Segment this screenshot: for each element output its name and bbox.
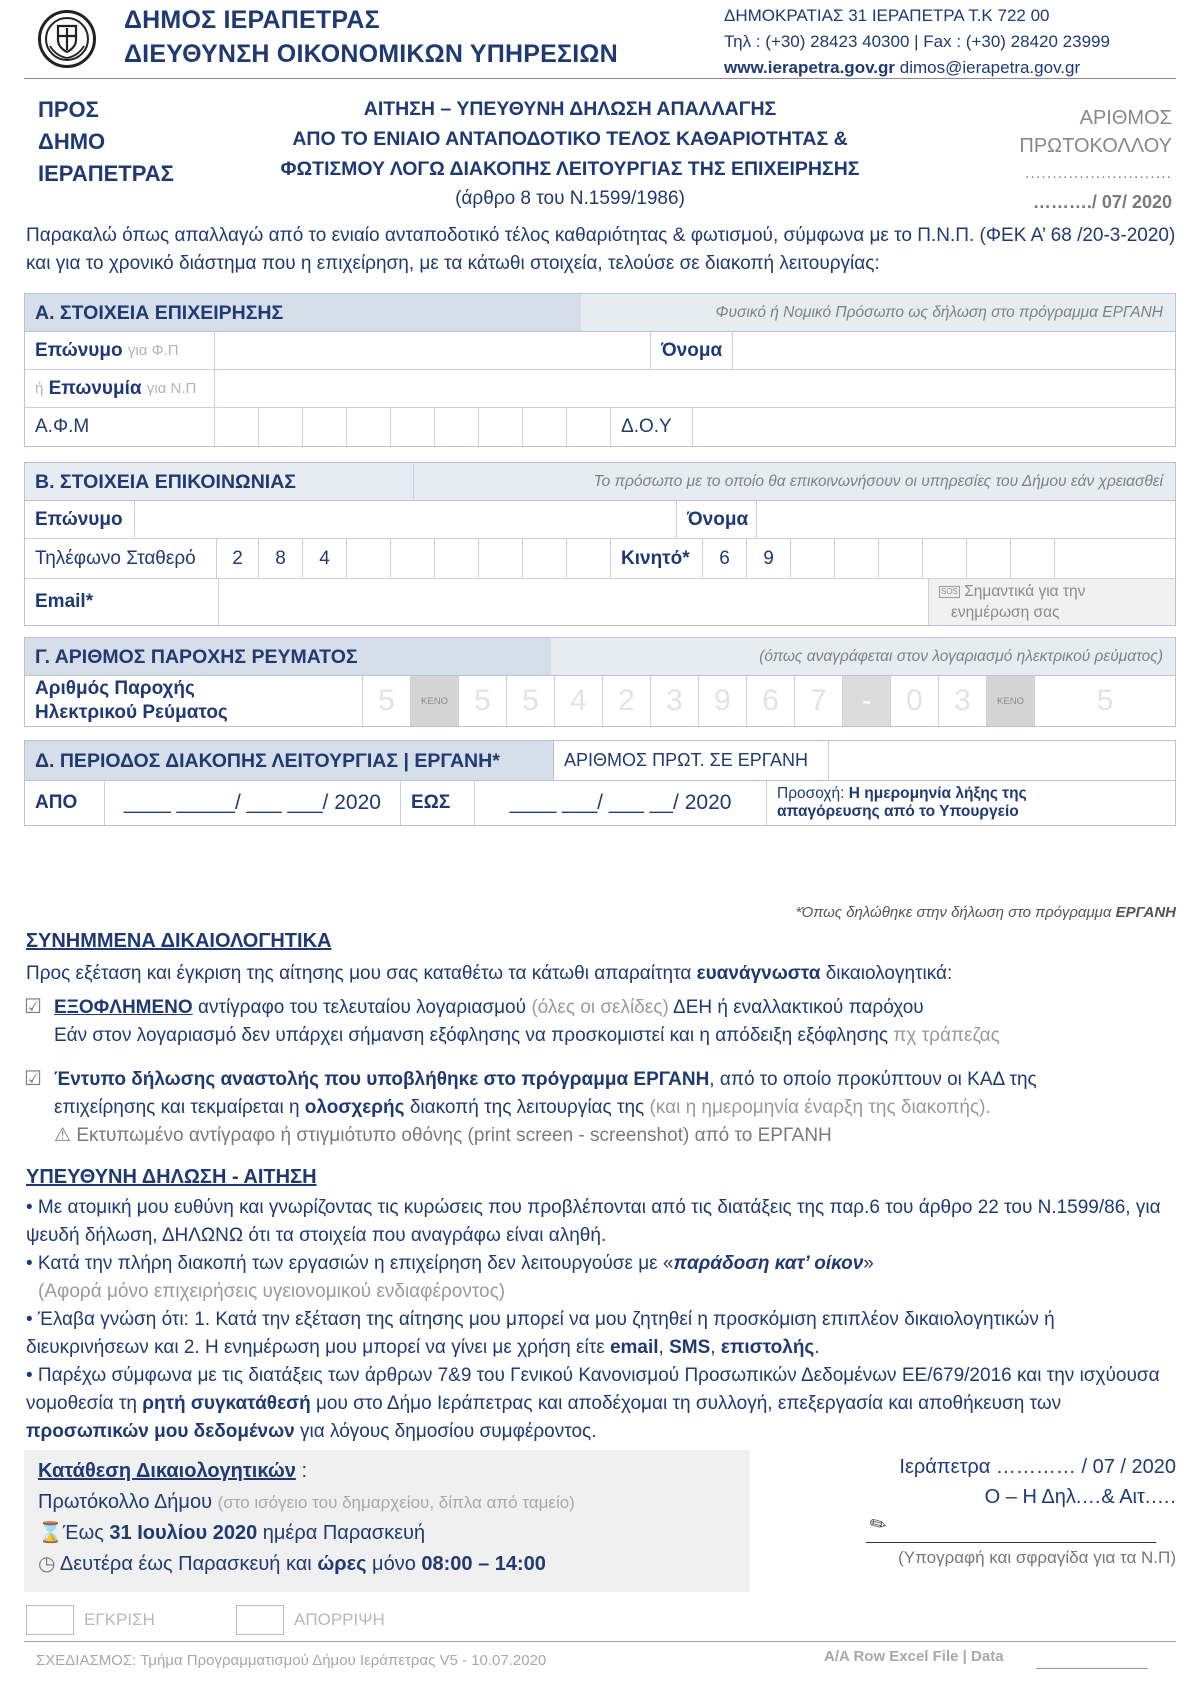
- important-line: [939, 581, 1085, 602]
- deposit-text: Δευτέρα έως Παρασκευή και: [59, 1553, 312, 1575]
- contact-surname-field[interactable]: [135, 501, 677, 538]
- para-grey: (και η ημερομηνία έναρξη της διακοπής).: [649, 1097, 991, 1118]
- form-row: [25, 332, 1175, 370]
- label-line: Αριθμός Παροχής: [35, 678, 195, 699]
- deposit-heading: [38, 1456, 736, 1487]
- ergani-protocol-label: ΑΡΙΘΜΟΣ ΠΡΩΤ. ΣΕ ΕΡΓΑΝΗ: [553, 741, 829, 780]
- attachment-item-1: [54, 994, 1174, 1050]
- protocol-dots: ...........................: [1024, 165, 1172, 182]
- afm-label: Α.Φ.Μ: [25, 408, 215, 446]
- deposit-colon: :: [301, 1460, 307, 1482]
- afm-digit-box[interactable]: [215, 408, 259, 446]
- para-bold: προσωπικών μου δεδομένων: [26, 1421, 295, 1442]
- signature-declarant: Ο – Η Δηλ.…& Αιτ.….: [984, 1486, 1176, 1508]
- important-note: [929, 579, 1175, 625]
- sos-icon: SOS: [941, 586, 958, 596]
- recipient-line: ΠΡΟΣ: [38, 97, 99, 122]
- from-date-field[interactable]: ____ _____/ ___ ___/ 2020: [105, 781, 401, 825]
- surname-label: [25, 332, 215, 369]
- landline-digit[interactable]: [523, 539, 567, 578]
- form-row: [25, 539, 1175, 579]
- para-text: δικαιολογητικά:: [825, 963, 953, 984]
- para-bold: Έντυπο δήλωσης αναστολής που υποβλήθηκε στο πρόγραμμα ΕΡΓΑΝΗ: [54, 1069, 710, 1090]
- title-law-reference: (άρθρο 8 του Ν.1599/1986): [455, 188, 685, 209]
- doy-label: Δ.Ο.Υ: [611, 408, 693, 446]
- declaration-paragraph: [26, 1362, 1178, 1446]
- deposit-line: [38, 1549, 736, 1580]
- deposit-text: Έως: [62, 1522, 104, 1544]
- footer-data-line[interactable]: [1036, 1668, 1148, 1669]
- title-line: ΦΩΤΙΣΜΟΥ ΛΟΓΩ ΔΙΑΚΟΠΗΣ ΛΕΙΤΟΥΡΓΙΑΣ ΤΗΣ ΕΠΙΧΕΙΡΗΣΗΣ: [280, 158, 860, 180]
- item-line: [54, 1122, 1174, 1150]
- section-header: [25, 638, 1175, 676]
- para-text: • Έλαβα γνώση ότι: 1. Κατά την εξέταση της αίτησης μου μπορεί να μου ζητηθεί η προσκόμιση επιπλέον δικαιολογητικών ή διευκρινήσεων και 2. Η ενημέρωση μου μπορεί να γίνει με χρήση είτε: [26, 1309, 1055, 1358]
- declaration-paragraph: [26, 1250, 1178, 1278]
- approval-option: [26, 1605, 155, 1635]
- mobile-digit[interactable]: [967, 539, 1011, 578]
- supply-digit-box[interactable]: 9: [699, 676, 747, 726]
- approve-checkbox[interactable]: [26, 1605, 74, 1635]
- reject-checkbox[interactable]: [236, 1605, 284, 1635]
- checkbox-checked-icon[interactable]: ☑: [24, 996, 42, 1018]
- landline-digit[interactable]: [391, 539, 435, 578]
- para-bold: email: [609, 1337, 659, 1358]
- mobile-digit[interactable]: 6: [703, 539, 747, 578]
- header-divider: [24, 78, 1176, 79]
- hourglass-icon: ⌛: [38, 1522, 63, 1544]
- contact-name-label: Όνομα: [677, 501, 757, 538]
- item-line: [54, 994, 1174, 1022]
- important-text: ενημέρωση σας: [951, 604, 1060, 621]
- landline-digit[interactable]: [567, 539, 611, 578]
- para-grey: Εκτυπωμένο αντίγραφο ή στιγμιότυπο οθόνης (print screen - screenshot) από το ΕΡΓΑΝΗ: [76, 1125, 832, 1146]
- para-bold: παράδοση κατ’ οίκον: [673, 1253, 864, 1274]
- supply-digit-box[interactable]: 2: [603, 676, 651, 726]
- municipality-seal-logo: [38, 10, 96, 68]
- para-grey: πχ τράπεζας: [893, 1025, 1000, 1046]
- name-label: Όνομα: [651, 332, 733, 369]
- company-field[interactable]: [215, 370, 1175, 407]
- name-field[interactable]: [733, 332, 1175, 369]
- section-title: Γ. ΑΡΙΘΜΟΣ ΠΑΡΟΧΗΣ ΡΕΥΜΑΤΟΣ: [25, 638, 551, 675]
- section-title: Δ. ΠΕΡΙΟΔΟΣ ΔΙΑΚΟΠΗΣ ΛΕΙΤΟΥΡΓΙΑΣ | ΕΡΓΑΝΗ*: [25, 741, 553, 780]
- clock-icon: ◷: [38, 1553, 56, 1575]
- approve-label: ΕΓΚΡΙΣΗ: [84, 1610, 155, 1629]
- protocol-date: ………./ 07/ 2020: [1032, 192, 1172, 212]
- form-row: [25, 781, 1175, 825]
- landline-digit[interactable]: [435, 539, 479, 578]
- supply-digit-box[interactable]: 5: [507, 676, 555, 726]
- surname-field[interactable]: [215, 332, 651, 369]
- afm-digit-box[interactable]: [347, 408, 391, 446]
- supply-digit-box[interactable]: 7: [795, 676, 843, 726]
- para-text: Εάν στον λογαριασμό δεν υπάρχει σήμανση εξόφλησης να προσκομιστεί και η απόδειξη εξόφλησης: [54, 1025, 888, 1046]
- doy-field[interactable]: [693, 408, 1175, 446]
- signature-note: (Υπογραφή και σφραγίδα για τα Ν.Π): [898, 1548, 1176, 1567]
- landline-digit[interactable]: 2: [217, 539, 259, 578]
- item-line: [54, 1022, 1174, 1050]
- intro-paragraph: Παρακαλώ όπως απαλλαγώ από το ενιαίο ανταποδοτικό τέλος καθαριότητας & φωτισμού, σύμφωνα με το Π.Ν.Π. (ΦΕΚ Α’ 68 /20-3-2020) και για το χρονικό διάστημα που η επιχείρηση, με τα κάτωθι στοιχεία, τελούσε σε διακοπή λειτουργίας:: [26, 225, 1176, 274]
- supply-digit-box[interactable]: 5: [459, 676, 507, 726]
- mobile-label: Κινητό*: [611, 539, 703, 578]
- ergani-protocol-field[interactable]: [829, 741, 1175, 780]
- footer-divider: [24, 1641, 1176, 1642]
- mobile-digit[interactable]: [1055, 539, 1175, 578]
- landline-digit[interactable]: [347, 539, 391, 578]
- footer-design-credit: ΣΧΕΔΙΑΣΜΟΣ: Τμήμα Προγραμματισμού Δήμου Ιεράπετρας V5 - 10.07.2020: [36, 1652, 547, 1669]
- rejection-option: [236, 1605, 385, 1635]
- phone-fax: Τηλ : (+30) 28423 40300 | Fax : (+30) 28420 23999: [724, 32, 1110, 51]
- form-row: [25, 676, 1175, 726]
- section-business-details: [24, 293, 1176, 447]
- section-header: [25, 463, 1175, 501]
- afm-digit-box[interactable]: [303, 408, 347, 446]
- para-bold: επιστολής: [720, 1337, 815, 1358]
- title-line: ΑΙΤΗΣΗ – ΥΠΕΥΘΥΝΗ ΔΗΛΩΣΗ ΑΠΑΛΛΑΓΗΣ: [363, 98, 777, 120]
- warning-icon: ⚠: [54, 1125, 72, 1146]
- mobile-digit[interactable]: [835, 539, 879, 578]
- form-row: [25, 370, 1175, 408]
- section-closure-period: [24, 740, 1176, 826]
- item-line: [54, 1066, 1174, 1094]
- mobile-digit[interactable]: [1011, 539, 1055, 578]
- deposit-line: [38, 1487, 736, 1518]
- landline-digit[interactable]: 8: [259, 539, 303, 578]
- para-text: αντίγραφο του τελευταίου λογαριασμού: [197, 997, 527, 1018]
- checkbox-checked-icon[interactable]: ☑: [24, 1068, 42, 1090]
- landline-label: Τηλέφωνο Σταθερό: [25, 539, 217, 578]
- supply-digit-box[interactable]: 5: [1096, 684, 1114, 717]
- mobile-digit[interactable]: [879, 539, 923, 578]
- signature-place-date: Ιεράπετρα ………… / 07 / 2020: [899, 1456, 1176, 1478]
- attachments-intro: [26, 960, 1178, 988]
- form-row: [25, 408, 1175, 446]
- pencil-icon: ✎: [865, 1511, 892, 1539]
- section-note: Φυσικό ή Νομικό Πρόσωπο ως δήλωση στο πρόγραμμα ΕΡΓΑΝΗ: [581, 294, 1175, 331]
- footer-text: A/A Row Excel File: [824, 1648, 959, 1665]
- para-text: μου στο Δήμο Ιεράπετρας και αποδέχομαι τη συλλογή, επεξεργασία και αποθήκευση των: [315, 1393, 1062, 1414]
- afm-digit-box[interactable]: [435, 408, 479, 446]
- para-bold: SMS: [669, 1337, 711, 1358]
- attention-text: Προσοχή:: [777, 785, 845, 802]
- department-name: ΔΙΕΥΘΥΝΣΗ ΟΙΚΟΝΟΜΙΚΩΝ ΥΠΗΡΕΣΙΩΝ: [124, 40, 618, 68]
- website-link[interactable]: www.ierapetra.gov.gr: [724, 58, 895, 77]
- para-text: επιχείρησης και τεκμαίρεται η: [54, 1097, 300, 1118]
- important-text: Σημαντικά για την: [964, 583, 1086, 600]
- afm-digit-box[interactable]: [259, 408, 303, 446]
- para-bold: ΕΞΟΦΛΗΜΕΝΟ: [54, 997, 193, 1018]
- section-power-supply-number: [24, 637, 1176, 727]
- signature-line[interactable]: [866, 1542, 1156, 1543]
- hint-text: ή: [35, 380, 44, 397]
- protocol-label: ΠΡΩΤΟΚΟΛΛΟΥ: [1019, 135, 1172, 157]
- supply-blank-box: ΚΕΝΟ: [411, 676, 459, 726]
- attention-text: απαγόρευσης από το Υπουργείο: [777, 803, 1019, 820]
- afm-digit-box[interactable]: [567, 408, 611, 446]
- supply-digit-box[interactable]: 4: [555, 676, 603, 726]
- para-text: ΔΕΗ ή εναλλακτικού παρόχου: [673, 997, 924, 1018]
- deposit-text: μόνο: [372, 1553, 416, 1575]
- para-text: διακοπή της λειτουργίας της: [409, 1097, 645, 1118]
- footnote-text: *Όπως δηλώθηκε στην δήλωση στο πρόγραμμα: [795, 904, 1112, 921]
- supply-digit-box[interactable]: 3: [651, 676, 699, 726]
- mobile-digit[interactable]: [791, 539, 835, 578]
- deposit-text: ημέρα Παρασκευή: [262, 1522, 426, 1544]
- declaration-heading: ΥΠΕΥΘΥΝΗ ΔΗΛΩΣΗ - ΑΙΤΗΣΗ: [26, 1166, 317, 1188]
- email-link[interactable]: dimos@ierapetra.gov.gr: [899, 58, 1081, 77]
- supply-digit-box[interactable]: 3: [939, 676, 987, 726]
- section-title: Β. ΣΤΟΙΧΕΙΑ ΕΠΙΚΟΙΝΩΝΙΑΣ: [25, 463, 413, 500]
- attachments-heading: ΣΥΝΗΜΜΕΝΑ ΔΙΚΑΙΟΛΟΓΗΤΙΚΑ: [26, 930, 332, 952]
- recipient-line: ΔΗΜΟ: [38, 129, 106, 154]
- supply-blank-box: ΚΕΝΟ: [987, 676, 1035, 726]
- form-title: [240, 94, 900, 214]
- email-field[interactable]: [219, 579, 929, 625]
- item-line: [54, 1094, 1174, 1122]
- para-text: για λόγους δημοσίου συμφέροντος.: [300, 1421, 597, 1442]
- para-grey: (όλες οι σελίδες): [531, 997, 669, 1018]
- attention-text: Η ημερομηνία λήξης της: [848, 785, 1027, 802]
- contact-name-field[interactable]: [757, 501, 1175, 538]
- mobile-digit[interactable]: [923, 539, 967, 578]
- attention-line: [777, 785, 1027, 803]
- para-text: • Κατά την πλήρη διακοπή των εργασιών η επιχείρηση δεν λειτουργούσε με «: [26, 1253, 674, 1274]
- declaration-body: [26, 1194, 1178, 1446]
- para-bold: ρητή συγκατάθεσή: [142, 1393, 311, 1414]
- recipient: [38, 94, 174, 190]
- section-note: Το πρόσωπο με το οποίο θα επικοινωνήσουν οι υπηρεσίες του Δήμου εάν χρειασθεί: [413, 463, 1175, 500]
- label-text: Επωνυμία: [48, 377, 142, 399]
- hint-text: για Φ.Π: [127, 342, 179, 359]
- supply-digit-box[interactable]: 0: [891, 676, 939, 726]
- title-line: ΑΠΟ ΤΟ ΕΝΙΑΙΟ ΑΝΤΑΠΟΔΟΤΙΚΟ ΤΕΛΟΣ ΚΑΘΑΡΙΟΤΗΤΑΣ &: [292, 128, 848, 150]
- deposit-heading-text: Κατάθεση Δικαιολογητικών: [38, 1460, 296, 1482]
- landline-digit[interactable]: [479, 539, 523, 578]
- municipality-name: ΔΗΜΟΣ ΙΕΡΑΠΕΤΡΑΣ: [124, 6, 380, 34]
- email-label: Email*: [25, 579, 219, 625]
- attachment-item-2: [54, 1066, 1174, 1150]
- protocol-label: ΑΡΙΘΜΟΣ: [1079, 107, 1172, 129]
- attention-note: [767, 781, 1175, 825]
- afm-digit-box[interactable]: [479, 408, 523, 446]
- footnote-text: ΕΡΓΑΝΗ: [1115, 904, 1176, 921]
- deposit-bold: 31 Ιουλίου 2020: [109, 1522, 258, 1544]
- section-header: [25, 294, 1175, 332]
- afm-digit-box[interactable]: [523, 408, 567, 446]
- declaration-paragraph: (Αφορά μόνο επιχειρήσεις υγειονομικού ενδιαφέροντος): [38, 1281, 506, 1302]
- declaration-paragraph: • Έλαβα γνώση ότι: 1. Κατά την εξέταση της αίτησης μου μπορεί να μου ζητηθεί η προσκόμιση επιπλέον δικαιολογητικών ή διευκρινήσεων και 2. Η ενημέρωση μου μπορεί να γίνει με χρήση είτε email, SMS, επιστολής.: [26, 1309, 1055, 1358]
- afm-digit-box[interactable]: [391, 408, 435, 446]
- contact-surname-label: Επώνυμο: [25, 501, 135, 538]
- address: ΔΗΜΟΚΡΑΤΙΑΣ 31 ΙΕΡΑΠΕΤΡΑ Τ.Κ 722 00: [724, 6, 1050, 25]
- para-bold: ολοσχερής: [304, 1097, 405, 1118]
- to-date-field[interactable]: ____ ___/ ___ __/ 2020: [475, 781, 767, 825]
- supply-digit-box[interactable]: 5: [363, 676, 411, 726]
- declaration-paragraph: • Με ατομική μου ευθύνη και γνωρίζοντας τις κυρώσεις που προβλέπονται από τις διατάξεις της παρ.6 του άρθρο 22 του Ν.1599/86, για ψευδή δήλωση, ΔΗΛΩΝΩ ότι τα στοιχεία που αναγράφω είναι αληθή.: [26, 1197, 1161, 1246]
- para-text: • Παρέχω σύμφωνα με τις διατάξεις των άρθρων 7&9 του Γενικού Κανονισμού Προσωπικών Δεδομένων ΕΕ/679/2016 και την ισχύουσα νομοθεσία τη: [26, 1365, 1160, 1414]
- mobile-digit[interactable]: 9: [747, 539, 791, 578]
- footer-excel-ref: A/A Row Excel File | Data: [824, 1648, 1004, 1665]
- form-row: [25, 579, 1175, 625]
- section-header: [25, 741, 1175, 781]
- protocol-number-box: [1019, 104, 1172, 216]
- supply-digit-box[interactable]: 6: [747, 676, 795, 726]
- to-label: ΕΩΣ: [401, 781, 475, 825]
- hint-text: για Ν.Π: [146, 380, 197, 397]
- deposit-info-box: [24, 1450, 750, 1592]
- supply-dash-box: -: [843, 676, 891, 726]
- footer-text: Data: [971, 1648, 1004, 1665]
- reject-label: ΑΠΟΡΡΙΨΗ: [294, 1610, 385, 1629]
- para-text: »: [863, 1253, 874, 1274]
- section-note: (όπως αναγράφεται στον λογαριασμό ηλεκτρικού ρεύματος): [551, 638, 1175, 675]
- ergani-footnote: [795, 904, 1176, 921]
- deposit-bold: 08:00 – 14:00: [421, 1553, 546, 1575]
- contact-info: [724, 3, 1110, 81]
- company-label: [25, 370, 215, 407]
- section-contact-details: [24, 462, 1176, 626]
- deposit-bold: ώρες: [317, 1553, 367, 1575]
- label-line: Ηλεκτρικού Ρεύματος: [35, 702, 228, 723]
- deposit-grey: (στο ισόγειο του δημαρχείου, δίπλα από ταμείο): [217, 1493, 575, 1512]
- supply-number-label: [25, 676, 363, 726]
- page-header: [24, 0, 1176, 78]
- para-text: Προς εξέταση και έγκριση της αίτησης μου σας καταθέτω τα κάτωθι απαραίτητα: [26, 963, 692, 984]
- label-text: Επώνυμο: [35, 339, 123, 361]
- para-text: , από το οποίο προκύπτουν οι ΚΑΔ της: [709, 1069, 1037, 1090]
- deposit-line: [38, 1518, 736, 1549]
- from-label: ΑΠΟ: [25, 781, 105, 825]
- signature-block: [899, 1452, 1176, 1512]
- para-bold: ευανάγνωστα: [696, 963, 821, 984]
- recipient-line: ΙΕΡΑΠΕΤΡΑΣ: [38, 161, 174, 186]
- form-row: [25, 501, 1175, 539]
- landline-digit[interactable]: 4: [303, 539, 347, 578]
- deposit-text: Πρωτόκολλο Δήμου: [38, 1491, 213, 1513]
- section-title: Α. ΣΤΟΙΧΕΙΑ ΕΠΙΧΕΙΡΗΣΗΣ: [25, 294, 581, 331]
